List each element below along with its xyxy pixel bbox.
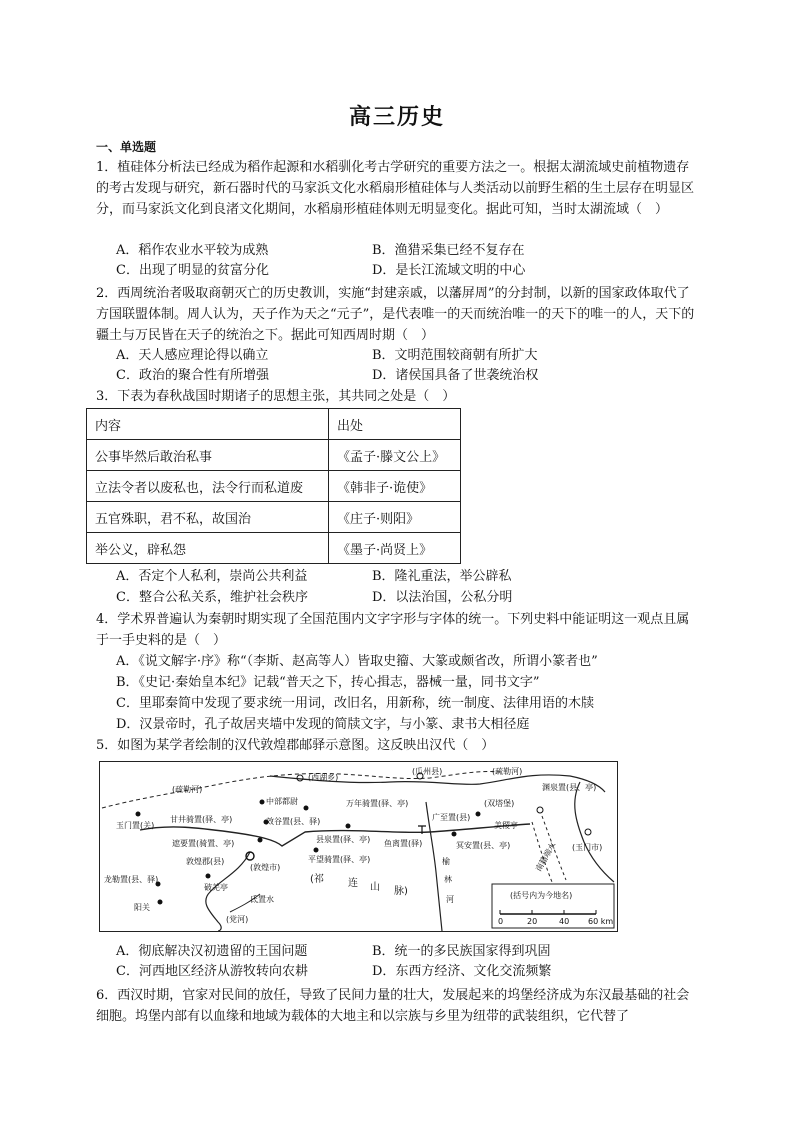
label-mingan: 冥安置(县、亭)	[456, 841, 511, 850]
station-dot	[452, 832, 457, 837]
label-longle: 龙勒置(县、驿)	[104, 875, 159, 884]
q3-option-b: B．隆礼重法，举公辟私	[372, 569, 512, 584]
table-header-content: 内容	[87, 409, 329, 440]
station-dot	[260, 800, 265, 805]
label-yu: 榆	[442, 857, 450, 866]
table-cell: 《韩非子·诡使》	[329, 471, 461, 502]
table-cell: 《墨子·尚贤上》	[329, 533, 461, 564]
label-nanjishui: 南籍端水	[533, 840, 558, 873]
q1-option-c: C．出现了明显的贫富分化	[116, 263, 269, 278]
scale-label-60: 60 km	[588, 917, 614, 926]
label-dunhuangshi: (敦煌市)	[250, 863, 281, 872]
label-qilian-3: 山	[370, 882, 380, 893]
label-zhongbu: 中部都尉	[266, 797, 298, 806]
label-yumenguan: 玉门置(关)	[116, 821, 155, 830]
station-dot	[346, 824, 351, 829]
label-guangzhi: 广至置(县)	[432, 813, 471, 822]
q4-option-d: D．汉景帝时，孔子故居夹墙中发现的简牍文字，与小篆、隶书大相径庭	[116, 717, 530, 732]
label-poqiang: 破羌亭	[204, 883, 228, 892]
table-cell: 五官殊职，君不私，故国治	[87, 502, 329, 533]
q4-option-b: B．《史记·秦始皇本纪》记载“普天之下，抟心揖志，器械一量，同书文字”	[116, 675, 540, 690]
dunhuang-postal-map	[99, 761, 618, 932]
table-header-row	[87, 409, 461, 440]
station-dot	[314, 848, 319, 853]
question-4-stem: 4．学术界普遍认为秦朝时期实现了全国范围内文字字形与字体的统一。下列史料中能证明这一观点且属于一手史料的是（ ）	[96, 612, 690, 648]
label-yuanquan: 渊泉置(县、亭)	[542, 783, 597, 792]
legend-text: (括号内为今地名)	[510, 891, 573, 900]
station-dot	[537, 807, 543, 813]
label-shuangta: (双塔堡)	[484, 799, 515, 808]
label-xuanquan: 县泉置(驿、亭)	[316, 835, 371, 844]
label-shulehe-east: (疏勒河)	[492, 767, 523, 776]
q5-option-a: A．彻底解决汉初遗留的王国问题	[116, 944, 308, 959]
q4-option-a: A．《说文解字·序》称“（李斯、赵高等人）皆取史籀、大篆或颇省改，所谓小篆者也”	[116, 654, 598, 669]
label-pingwang: 平望骑置(驿、亭)	[308, 855, 371, 864]
q1-option-a: A．稻作农业水平较为成熟	[116, 243, 269, 258]
label-qilian-1: (祁	[310, 874, 324, 885]
map-svg	[100, 762, 617, 931]
q3-option-a: A．否定个人私利，崇尚公共利益	[116, 569, 308, 584]
table-header-source: 出处	[329, 409, 461, 440]
label-qilian-2: 连	[348, 878, 358, 889]
label-dangjinshui: 氐置水	[250, 895, 274, 904]
question-3-stem: 3．下表为春秋战国时期诸子的思想主张，其共同之处是（ ）	[96, 389, 456, 404]
label-he: 河	[446, 895, 454, 904]
label-guazhou: (瓜州县)	[412, 767, 443, 776]
q3-option-c: C．整合公私关系，维护社会秩序	[116, 590, 308, 605]
label-danghe: (党河)	[226, 915, 249, 924]
q1-option-b: B．渔猎采集已经不复存在	[372, 243, 525, 258]
thinkers-table	[86, 408, 461, 564]
table-cell: 举公义，辟私怨	[87, 533, 329, 564]
q2-option-c: C．政治的聚合性有所增强	[116, 368, 269, 383]
label-shulehe-west: (疏勒河)	[172, 785, 203, 794]
table-row	[87, 471, 461, 502]
label-ganjing: 甘井骑置(驿、亭)	[170, 815, 233, 824]
table-row	[87, 440, 461, 471]
station-dot	[206, 874, 211, 879]
scale-label-0: 0	[498, 917, 504, 926]
scale-label-20: 20	[527, 917, 538, 926]
label-xiaogu: 效谷置(县、驿)	[266, 817, 321, 826]
label-dunhuangjun: 敦煌郡(县)	[186, 857, 225, 866]
station-dot	[297, 775, 303, 781]
table-row	[87, 533, 461, 564]
question-6-stem: 6．西汉时期，官家对民间的放任，导致了民间力量的壮大，发展起来的坞堡经济成为东汉最基础的社会细胞。坞堡内部有以血缘和地域为载体的大地主和以宗族与乡里为纽带的武装组织，它代替了	[96, 988, 690, 1024]
label-zheyao: 遮要置(骑置、亭)	[172, 839, 235, 848]
station-dot	[304, 806, 309, 811]
table-cell: 立法令者以废私也，法令行而私道废	[87, 471, 329, 502]
station-dot	[258, 838, 263, 843]
label-qilian-4: 脉)	[394, 886, 408, 897]
label-yangguan: 阳关	[134, 903, 150, 912]
label-wannian: 万年骑置(驿、亭)	[346, 799, 409, 808]
nanjiduan-river	[575, 782, 614, 882]
q5-option-b: B．统一的多民族国家得到巩固	[372, 944, 551, 959]
section-heading: 一、单选题	[96, 140, 157, 154]
q1-option-d: D．是长江流域文明的中心	[372, 263, 526, 278]
table-cell: 《孟子·滕文公上》	[329, 440, 461, 471]
station-dot	[585, 829, 591, 835]
label-lin: 林	[444, 875, 452, 884]
q4-option-c: C．里耶秦简中发现了要求统一用词，改旧名，用新称，统一制度、法律用语的木牍	[116, 696, 594, 711]
q2-option-d: D．诸侯国具备了世袭统治权	[372, 368, 539, 383]
shule-river-dashed	[102, 771, 500, 808]
station-dot	[476, 812, 481, 817]
label-yuli: 鱼离置(驿)	[384, 839, 423, 848]
question-5-stem: 5．如图为某学者绘制的汉代敦煌郡邮驿示意图。这反映出汉代（ ）	[96, 738, 495, 753]
q3-option-d: D．以法治国，公私分明	[372, 590, 513, 605]
q5-option-c: C．河西地区经济从游牧转向农耕	[116, 964, 308, 979]
scale-label-40: 40	[559, 917, 570, 926]
question-1-stem: 1．植硅体分析法已经成为稻作起源和水稻驯化考古学研究的重要方法之一。根据太湖流域史前植物遗存的考古发现与研究，新石器时代的马家浜文化水稻扇形植硅体与人类活动以前野生稻的生土层存在明显区分，而马家浜文化到良渚文化期间，水稻扇形植硅体则无明显变化。据此可知，当时太湖流域（ ）	[96, 160, 695, 217]
table-cell: 《庄子·则阳》	[329, 502, 461, 533]
q5-option-d: D．东西方经济、文化交流频繁	[372, 964, 552, 979]
label-yumenshi: (玉门市)	[572, 843, 603, 852]
table-row	[87, 502, 461, 533]
q2-option-a: A．天人感应理论得以确立	[116, 348, 269, 363]
q2-option-b: B．文明范围较商朝有所扩大	[372, 348, 538, 363]
question-2-stem: 2．西周统治者吸取商朝灭亡的历史教训，实施“封建亲戚，以藩屏周”的分封制，以新的国家政体取代了方国联盟体制。周人认为，天子作为天之“元子”，是代表唯一的天而统治唯一的天下的唯一的人，天下的疆土与万民皆在天子的统治之下。据此可知西周时期（ ）	[96, 286, 695, 343]
label-xixiang: (西湖乡)	[308, 773, 339, 782]
table-cell: 公事毕然后敢治私事	[87, 440, 329, 471]
station-dot	[158, 900, 163, 905]
label-meiji: 美稷亭	[494, 821, 518, 830]
station-dot	[136, 812, 141, 817]
page-title: 高三历史	[348, 105, 445, 130]
